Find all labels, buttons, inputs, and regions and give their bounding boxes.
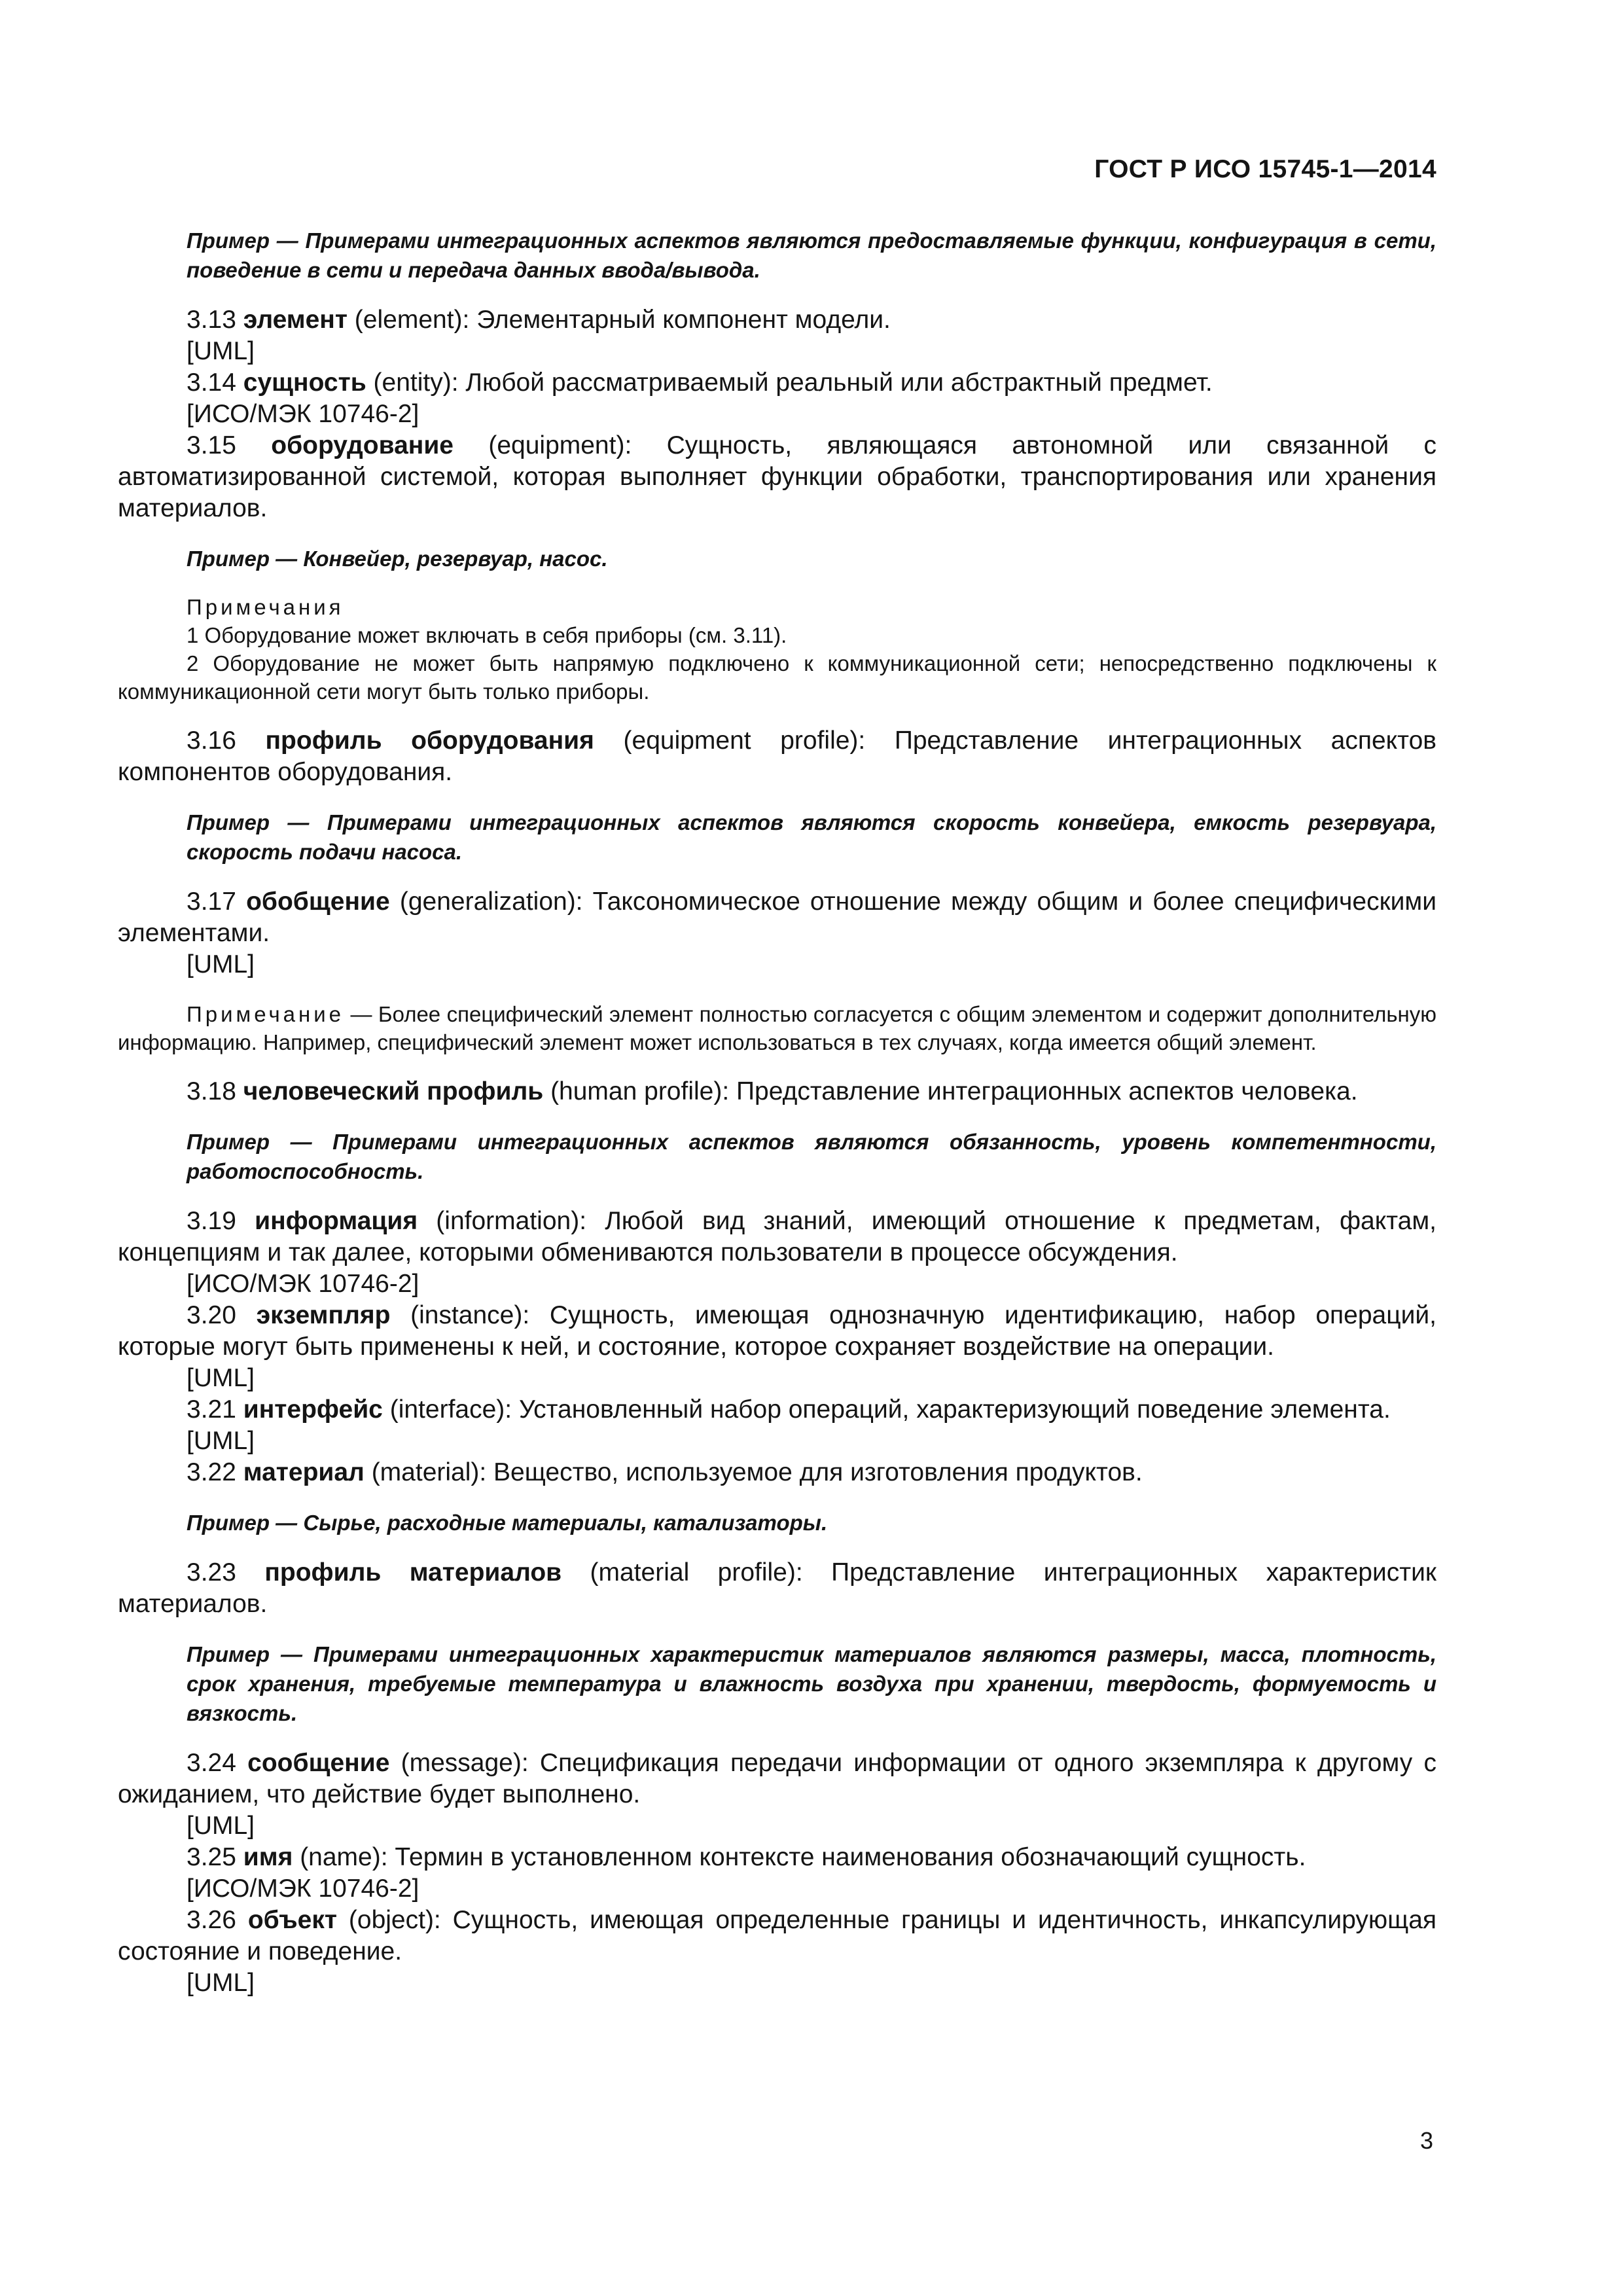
term-number: 3.16: [187, 726, 236, 755]
term-source: [UML]: [187, 1427, 255, 1455]
term-source: [UML]: [187, 337, 255, 365]
note-1: 1 Оборудование может включать в себя приборы (см. 3.11).: [187, 623, 787, 647]
term-number: 3.18: [187, 1077, 236, 1105]
term-definition: (information): Любой вид знаний, имеющий отношение к предметам, фактам, концепциям и так далее, которыми обмениваются пользователи в процессе обсуждения.: [118, 1207, 1436, 1266]
term-source: [UML]: [187, 1812, 255, 1840]
example-text: Сырье, расходные материалы, катализаторы.: [303, 1511, 828, 1535]
page-number: 3: [1419, 2127, 1433, 2154]
term-name: интерфейс: [243, 1395, 383, 1424]
example-lead: Пример —: [187, 1511, 298, 1535]
term-definition: (instance): Сущность, имеющая однозначную идентификацию, набор операций, которые могут быть применены к ней, и состояние, которое сохраняет воздействие на операции.: [118, 1301, 1436, 1361]
term-entry-3-24: [118, 1748, 1436, 1810]
term-definition: (element): Элементарный компонент модели.: [354, 306, 891, 334]
term-name: сообщение: [247, 1749, 390, 1777]
term-name: обобщение: [246, 888, 390, 916]
term-name: сущность: [243, 368, 366, 397]
term-number: 3.23: [187, 1558, 236, 1587]
term-number: 3.21: [187, 1395, 236, 1424]
term-number: 3.14: [187, 368, 236, 397]
example-text: Примерами интеграционных аспектов являются предоставляемые функции, конфигурация в сети, поведение в сети и передача данных ввода/вывода.: [187, 228, 1436, 282]
term-number: 3.17: [187, 888, 236, 916]
note-3-17: [118, 1000, 1436, 1056]
term-number: 3.15: [187, 431, 236, 459]
term-name: человеческий профиль: [243, 1077, 544, 1105]
term-name: элемент: [243, 306, 348, 334]
term-entry-3-26: [118, 1905, 1436, 1967]
term-number: 3.20: [187, 1301, 236, 1329]
term-entry-3-15: [118, 430, 1436, 524]
term-example-3-22: [118, 1508, 1436, 1537]
example-text: Примерами интеграционных аспектов являются обязанность, уровень компетентности, работоспособность.: [187, 1130, 1436, 1183]
term-example-3-23: [118, 1640, 1436, 1728]
term-entry-3-18: [118, 1076, 1436, 1107]
term-number: 3.26: [187, 1906, 236, 1934]
note-label: Примечание: [187, 1002, 345, 1026]
term-definition: (equipment profile): Представление интеграционных аспектов компонентов оборудования.: [118, 726, 1436, 786]
term-name: экземпляр: [256, 1301, 391, 1329]
example-text: Примерами интеграционных аспектов являются скорость конвейера, емкость резервуара, скорость подачи насоса.: [187, 810, 1437, 864]
term-example-3-15: [118, 544, 1436, 573]
example-lead: Пример —: [187, 1130, 312, 1154]
term-number: 3.25: [187, 1843, 236, 1871]
note-2: 2 Оборудование не может быть напрямую подключено к коммуникационной сети; непосредственно подключены к коммуникационной сети могут быть только приборы.: [118, 651, 1436, 704]
term-name: информация: [255, 1207, 418, 1235]
example-lead: Пример —: [187, 810, 310, 834]
document-header: ГОСТ Р ИСО 15745-1—2014: [1094, 155, 1436, 183]
term-source: [UML]: [187, 950, 255, 978]
term-name: профиль оборудования: [265, 726, 594, 755]
term-name: материал: [243, 1458, 365, 1486]
term-number: 3.13: [187, 306, 236, 334]
term-name: объект: [247, 1906, 337, 1934]
term-name: оборудование: [271, 431, 454, 459]
term-number: 3.24: [187, 1749, 236, 1777]
term-source: [UML]: [187, 1969, 255, 1997]
term-definition: (equipment): Сущность, являющаяся автономной или связанной с автоматизированной системой, которая выполняет функции обработки, транспортирования или хранения материалов.: [118, 431, 1436, 522]
term-entry-3-17: [118, 886, 1436, 949]
notes-heading: Примечания: [187, 595, 344, 619]
term-definition: (generalization): Таксономическое отношение между общим и более специфическими элементами.: [118, 888, 1437, 947]
example-lead: Пример —: [187, 228, 298, 253]
example-lead: Пример —: [187, 547, 298, 571]
term-example-3-16: [118, 808, 1436, 867]
note-text: — Более специфический элемент полностью согласуется с общим элементом и содержит дополнительную информацию. Например, специфический элемент может использоваться в тех случаях, когда имеется общий элемент.: [118, 1002, 1436, 1054]
term-entry-3-19: [118, 1206, 1436, 1268]
term-number: 3.22: [187, 1458, 236, 1486]
document-body: [118, 226, 1436, 1999]
term-entry-3-20: [118, 1300, 1436, 1363]
term-entry-3-14: [118, 367, 1436, 399]
term-source: [ИСО/МЭК 10746-2]: [187, 1874, 419, 1903]
term-source: [UML]: [187, 1364, 255, 1392]
term-name: имя: [243, 1843, 293, 1871]
term-source: [ИСО/МЭК 10746-2]: [187, 1270, 419, 1298]
term-definition: (material profile): Представление интеграционных характеристик материалов.: [118, 1558, 1436, 1618]
term-definition: (human profile): Представление интеграционных аспектов человека.: [550, 1077, 1358, 1105]
term-definition: (interface): Установленный набор операций, характеризующий поведение элемента.: [389, 1395, 1391, 1424]
term-definition: (name): Термин в установленном контексте наименования обозначающий сущность.: [300, 1843, 1306, 1871]
example-lead: Пример —: [187, 1642, 302, 1666]
term-entry-3-25: [118, 1842, 1436, 1873]
example-text: Конвейер, резервуар, насос.: [303, 547, 608, 571]
term-example-3-18: [118, 1127, 1436, 1186]
term-entry-3-16: [118, 725, 1436, 788]
term-entry-3-22: [118, 1457, 1436, 1488]
term-number: 3.19: [187, 1207, 236, 1235]
term-entry-3-23: [118, 1557, 1436, 1620]
example-text: Примерами интеграционных характеристик материалов являются размеры, масса, плотность, срок хранения, требуемые температура и влажность воздуха при хранении, твердость, формуемость и вязкость.: [187, 1642, 1436, 1725]
term-name: профиль материалов: [264, 1558, 562, 1587]
term-source: [ИСО/МЭК 10746-2]: [187, 400, 419, 428]
example-integration-aspects: [118, 226, 1436, 285]
term-entry-3-21: [118, 1394, 1436, 1426]
term-definition: (entity): Любой рассматриваемый реальный или абстрактный предмет.: [373, 368, 1213, 397]
term-definition: (message): Спецификация передачи информации от одного экземпляра к другому с ожиданием, что действие будет выполнено.: [118, 1749, 1436, 1808]
term-entry-3-13: [118, 304, 1436, 336]
term-definition: (material): Вещество, используемое для изготовления продуктов.: [371, 1458, 1143, 1486]
term-definition: (object): Сущность, имеющая определенные границы и идентичность, инкапсулирующая состояние и поведение.: [118, 1906, 1437, 1965]
